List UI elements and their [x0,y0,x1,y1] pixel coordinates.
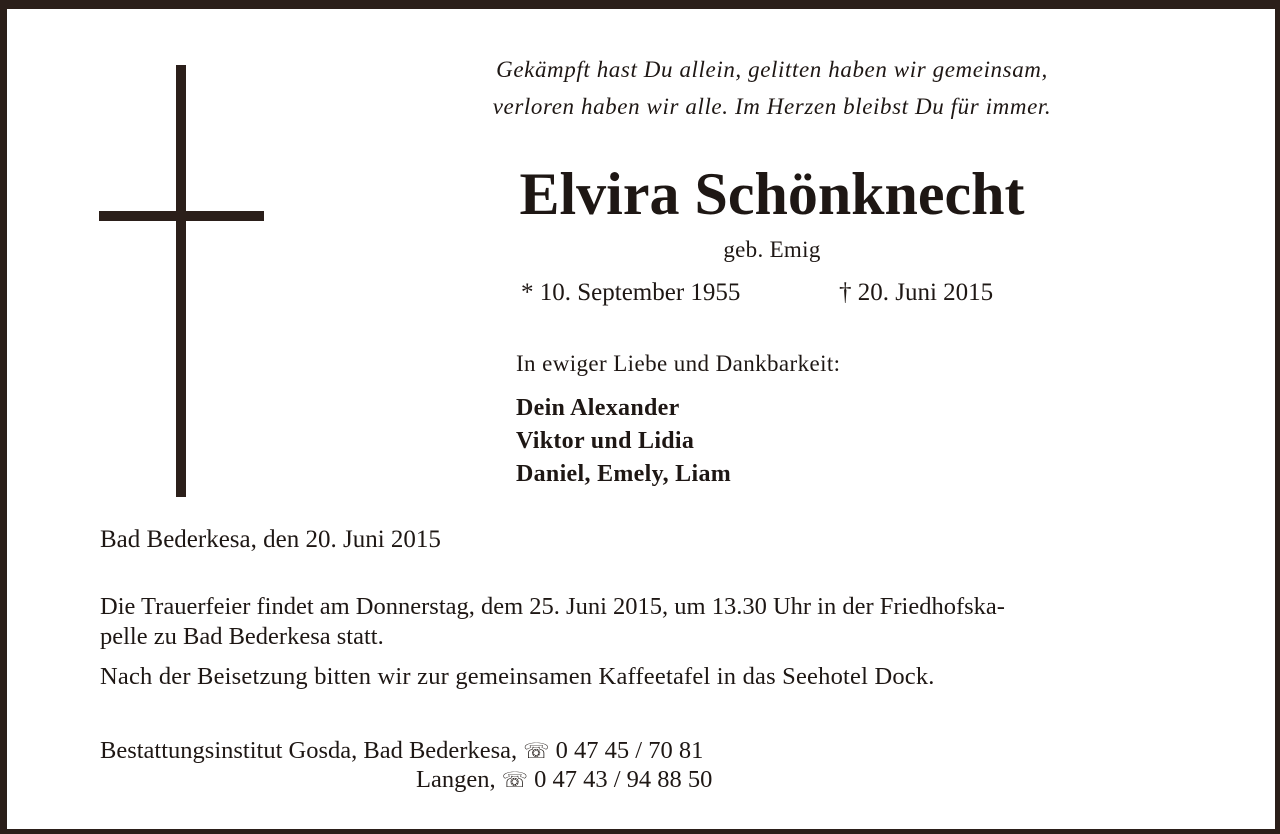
cross-horizontal-beam [99,211,264,221]
telephone-icon: ☏ [523,739,550,763]
quote-line-1: Gekämpft hast Du allein, gelitten haben wir gemeinsam, [496,57,1048,82]
mourner-item: Viktor und Lidia [516,428,695,454]
maiden-name: geb. Emig [723,237,821,262]
branch-contact [416,765,712,795]
branch-phone: 0 47 43 / 94 88 50 [534,766,713,793]
mourner-item: Daniel, Emely, Liam [516,461,732,487]
deceased-name: Elvira Schönknecht [519,161,1025,227]
undertaker-contact [100,736,703,766]
dedication-text: In ewiger Liebe und Dankbarkeit: [516,351,841,376]
funeral-information [100,592,1210,652]
telephone-icon: ☏ [501,768,528,792]
funeral-line-1: Die Trauerfeier findet am Donnerstag, dem 25. Juni 2015, um 13.30 Uhr in der Friedhofska- [100,593,1005,620]
quote-line-2: verloren haben wir alle. Im Herzen bleibst Du für immer. [492,94,1052,119]
birth-date: * 10. September 1955 [521,279,741,306]
funeral-line-2: pelle zu Bad Bederkesa statt. [100,623,384,650]
place-and-date: Bad Bederkesa, den 20. Juni 2015 [100,526,441,553]
mourner-item: Dein Alexander [516,395,680,421]
mourners-list [516,392,731,491]
undertaker-name: Bestattungsinstitut Gosda, Bad Bederkesa, [100,737,518,764]
cross-vertical-beam [176,65,186,497]
branch-name: Langen, [416,766,496,793]
memorial-quote [387,51,1157,125]
death-date: † 20. Juni 2015 [839,279,994,306]
undertaker-phone: 0 47 45 / 70 81 [555,737,704,764]
reception-information: Nach der Beisetzung bitten wir zur gemeinsamen Kaffeetafel in das Seehotel Dock. [100,663,935,690]
